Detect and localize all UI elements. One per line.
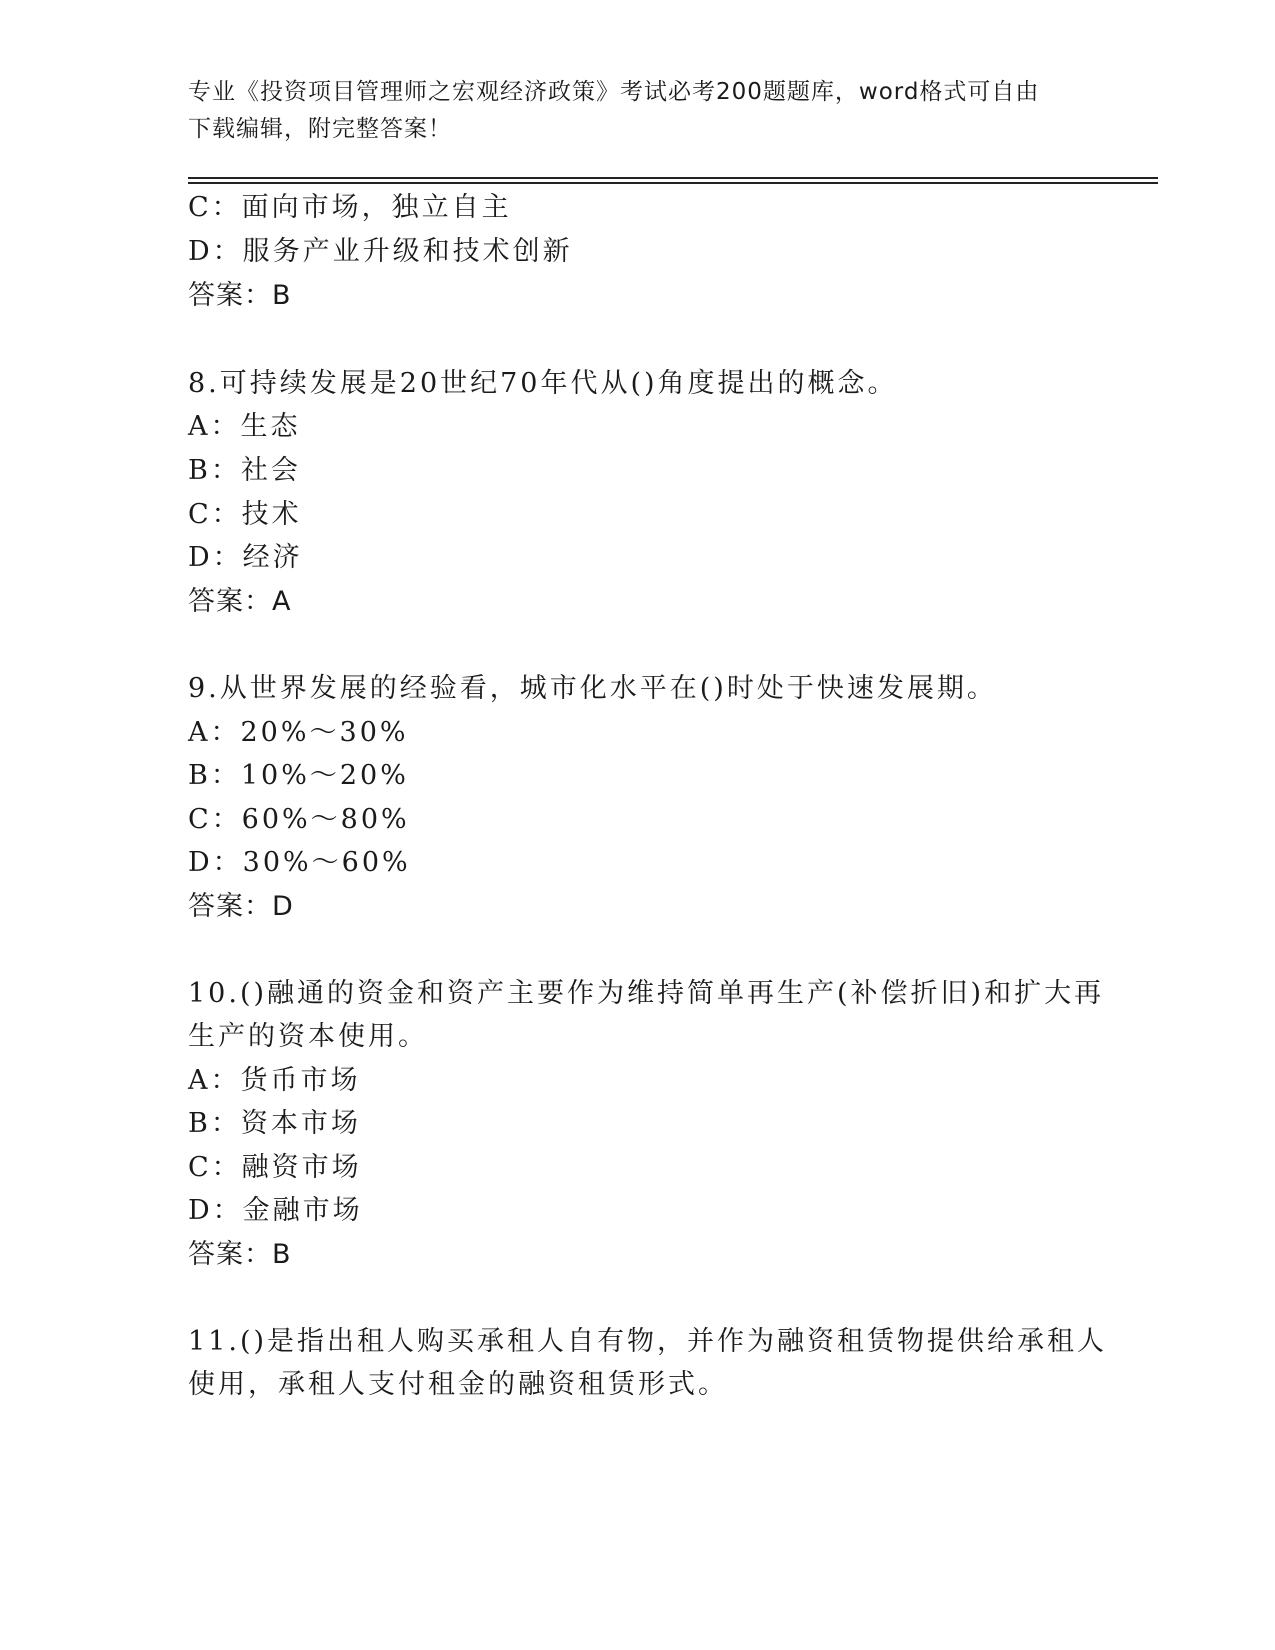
q8-option-c: C：技术 <box>188 499 302 530</box>
prev-option-c: C：面向市场，独立自主 <box>188 192 512 223</box>
q9-option-d: D：30%～60% <box>188 847 411 878</box>
q10-option-b: B：资本市场 <box>188 1108 361 1139</box>
q10-option-c: C：融资市场 <box>188 1152 362 1183</box>
q10-stem-line-1: 10.()融通的资金和资产主要作为维持简单再生产(补偿折旧)和扩大再 <box>188 978 1105 1009</box>
q9-stem: 9.从世界发展的经验看，城市化水平在()时处于快速发展期。 <box>188 673 997 704</box>
header-line-2: 下载编辑，附完整答案！ <box>188 116 452 142</box>
q11-stem-line-1: 11.()是指出租人购买承租人自有物，并作为融资租赁物提供给承租人 <box>188 1326 1108 1357</box>
q8-option-a: A：生态 <box>188 411 301 442</box>
q10-answer: 答案：B <box>188 1239 292 1270</box>
q8-option-b: B：社会 <box>188 455 301 486</box>
q10-option-a: A：货币市场 <box>188 1065 361 1096</box>
header-divider-top <box>188 177 1158 179</box>
q11-stem-line-2: 使用，承租人支付租金的融资租赁形式。 <box>188 1369 728 1400</box>
q8-stem: 8.可持续发展是20世纪70年代从()角度提出的概念。 <box>188 368 898 399</box>
q8-answer: 答案：A <box>188 586 292 617</box>
prev-answer: 答案：B <box>188 280 292 311</box>
header-divider-bottom <box>188 182 1158 184</box>
q10-option-d: D：金融市场 <box>188 1195 363 1226</box>
q9-option-b: B：10%～20% <box>188 760 409 791</box>
q9-option-c: C：60%～80% <box>188 804 410 835</box>
prev-option-d: D：服务产业升级和技术创新 <box>188 236 573 267</box>
header-line-1: 专业《投资项目管理师之宏观经济政策》考试必考200题题库，word格式可自由 <box>188 79 1040 105</box>
q9-answer: 答案：D <box>188 891 294 922</box>
q8-option-d: D：经济 <box>188 542 303 573</box>
q10-stem-line-2: 生产的资本使用。 <box>188 1021 428 1052</box>
q9-option-a: A：20%～30% <box>188 717 409 748</box>
document-header <box>188 74 1068 148</box>
